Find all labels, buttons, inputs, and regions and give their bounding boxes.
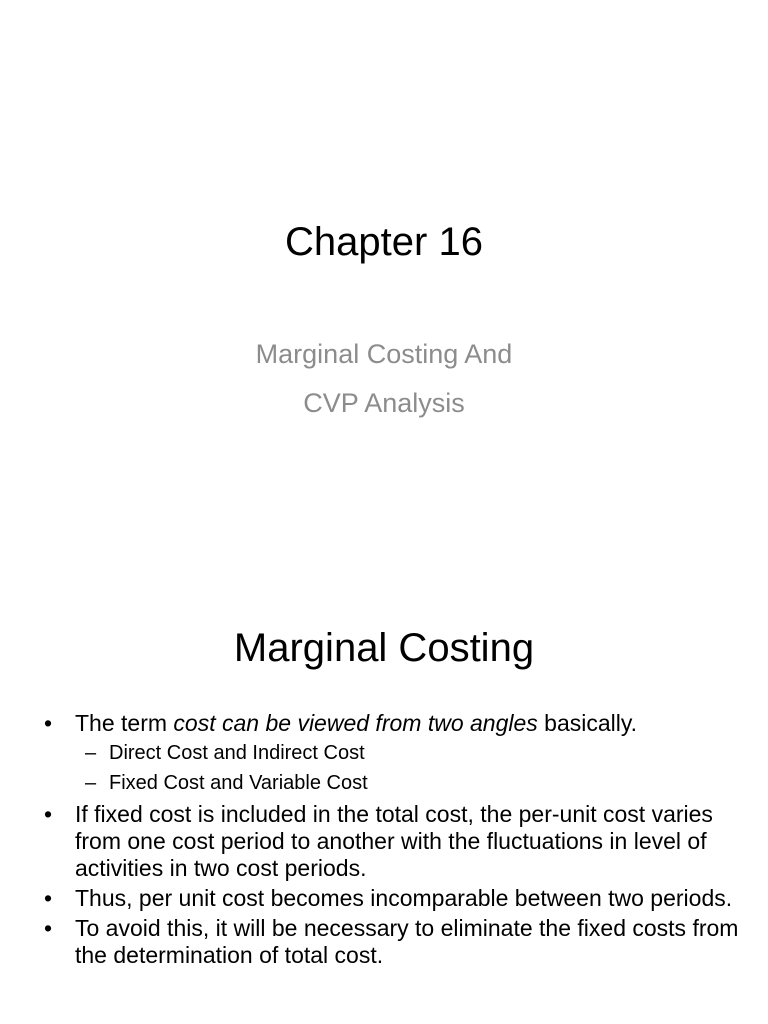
bullet-text: The term [75,710,174,736]
sub-bullet-text: Direct Cost and Indirect Cost [109,742,365,764]
bullet-list [44,710,744,972]
sub-bullet-text: Fixed Cost and Variable Cost [109,772,368,794]
subtitle-line: CVP Analysis [303,388,465,418]
bullet-icon: • [44,801,53,827]
slide-title: Chapter 16 [285,220,483,264]
bullet-text: If fixed cost is included in the total cost, the per-unit cost varies from one cost period to another with the fluctuations in level of activities in two cost periods. [75,801,713,881]
bullet-icon: • [44,710,53,736]
sub-bullet-item [44,770,744,797]
bullet-item [44,801,744,882]
bullet-item [44,710,744,737]
dash-icon: – [85,742,97,764]
slide-subtitle [0,330,768,428]
bullet-item [44,885,744,912]
bullet-icon: • [44,885,53,911]
bullet-text: To avoid this, it will be necessary to eliminate the fixed costs from the determination of total cost. [75,915,739,968]
bullet-item [44,915,744,969]
sub-bullet-item [44,740,744,767]
dash-icon: – [85,772,97,794]
bullet-icon: • [44,915,53,941]
bullet-emphasis: cost can be viewed from two angles [173,710,538,736]
slide-title: Marginal Costing [233,626,535,670]
bullet-text: Thus, per unit cost becomes incomparable between two periods. [75,885,733,911]
content-slide [0,512,768,1024]
bullet-text: basically. [537,710,638,736]
subtitle-line: Marginal Costing And [255,339,513,369]
